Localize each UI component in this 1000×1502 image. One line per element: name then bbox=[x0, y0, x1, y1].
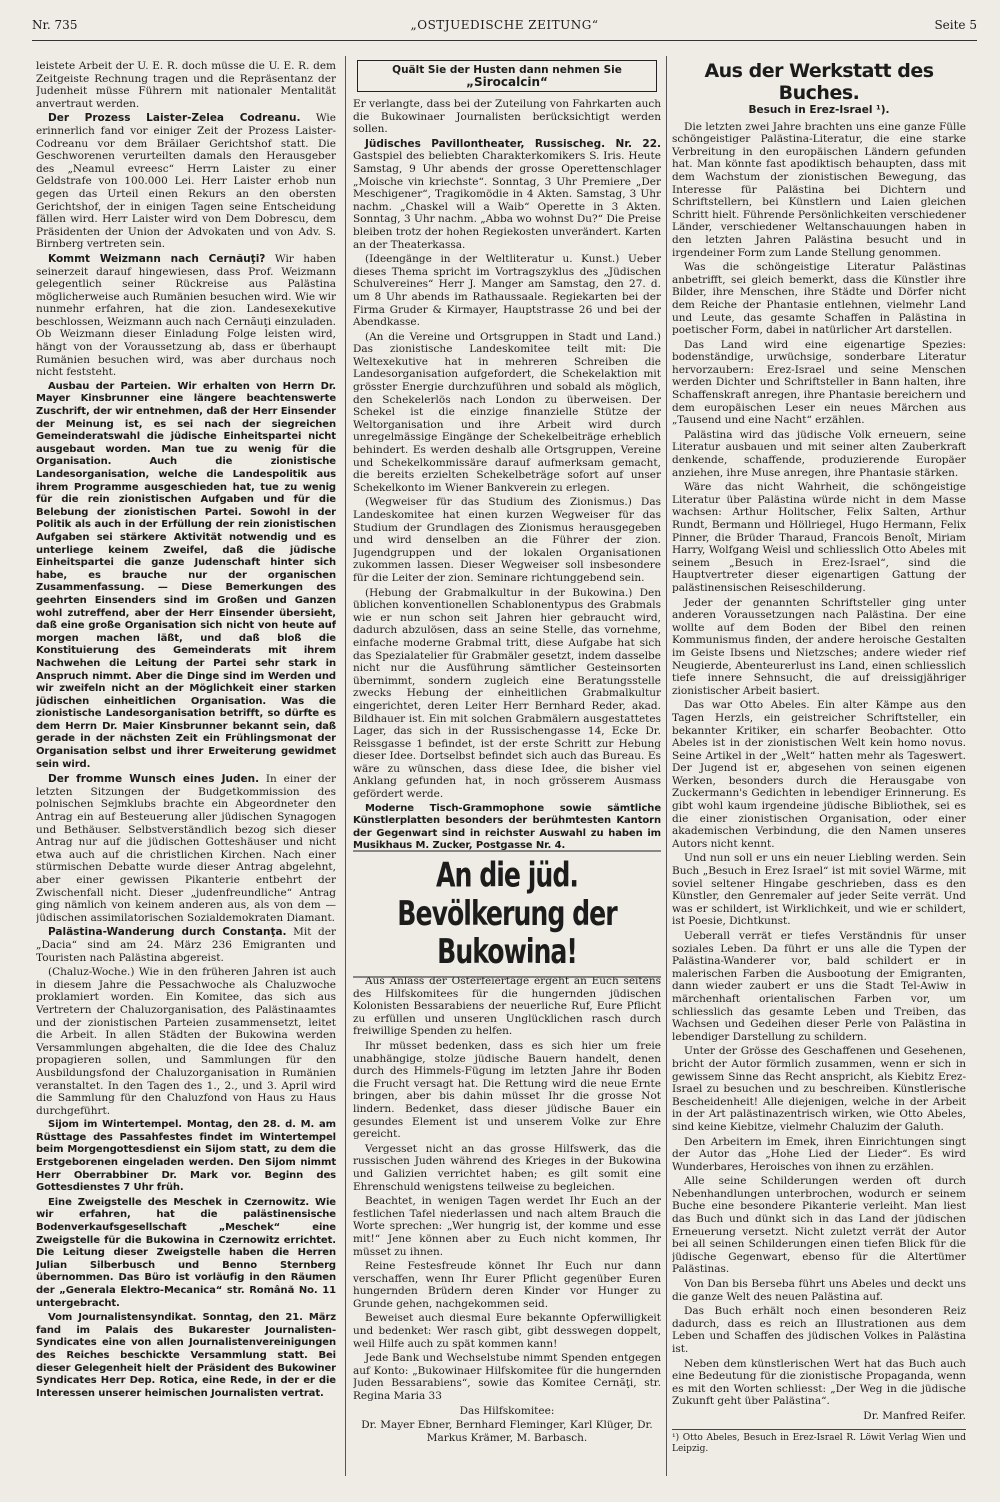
article-headline: Jüdisches Pavillontheater, Russischeg. Nr. 22. bbox=[365, 137, 661, 150]
appeal-paragraph: Ihr müsset bedenken, dass es sich hier um freie unabhängige, stolze jüdische Bauern handelt, denen durch des Himmels-Fügung im letzten Jahre ihr Boden die Frucht versagt hat. Die Rettung wird die neue Ernte bringen, aber bis dahin müsset Ihr die grosse Not lindern. Bedenket, dass dieser jüdische Bauer ein gesundes Element ist und unserem Volke zur Ehre gereicht. bbox=[353, 1040, 661, 1141]
article-headline: Sijom im Wintertempel. bbox=[48, 1119, 183, 1131]
article-headline: Vom Journalistensyndikat. bbox=[48, 1312, 197, 1324]
appeal-paragraph: Vergesset nicht an das grosse Hilfswerk, das die russischen Juden während des Krieges in der Bukowina und Galizien verrichtet haben; es gilt somit eine Ehrenschuld wenigstens teilweise zu begleichen. bbox=[353, 1142, 661, 1193]
article-text: Wir haben seinerzeit darauf hingewiesen, dass Prof. Weizmann gelegentlich seiner Rückreise aus Palästina möglicherweise auch Rumänien besuchen wird. Wie wir nunmehr erfahren, hat die zion. Landesexekutive beschlossen, Weizmann auch nach Cernăuţi einzuladen. Ob Weizmann dieser Einladung Folge leisten wird, hängt von der Voraussetzung ab, dass er überhaupt Rumänien besuchen wird, was aber durchaus noch nicht feststeht. bbox=[36, 252, 336, 379]
feature-paragraph: Die letzten zwei Jahre brachten uns eine ganze Fülle schöngeistiger Palästina-Literatur, die eine starke Verbreitung in den europäischen Ländern gefunden hat. Man könnte fast apodiktisch behaupten, dass mit dem Wachstum der zionistischen Bewegung, das Interesse für Palästina bei Dichtern und Schriftstellern, bei Künstlern und Laien gleichen Schritt hielt. Führende Persönlichkeiten verschiedener Länder, verschiedener Weltanschauungen haben in den letzten Jahren Palästina besucht und in irgendeiner Form zum Lande Stellung genommen. bbox=[672, 120, 966, 259]
article-text: (Chaluz-Woche.) Wie in den früheren Jahren ist auch in diesem Jahre die Pessachwoche als Chaluzwoche proklamiert worden. Ein Komitee, das sich aus Vertretern der Chaluzorganisation, des Palästinaamtes und der zionistischen Parteien zusammensetzt, leitet die Arbeit. In allen Städten der Bukowina werden Versammlungen abgehalten, die die Idee des Chaluz propagieren sollen, und Sammlungen für den Ausbildungsfond der Chaluzorganisation in Rumänien veranstaltet. In den Tagen des 1., 2., und 3. April wird die Sammlung für den Chaluzfond von Haus zu Haus durchgeführt. bbox=[36, 966, 336, 1117]
column-middle bbox=[353, 60, 661, 1480]
appeal-paragraph: Reine Festesfreude könnet Ihr Euch nur dann verschaffen, wenn Ihr Eurer Pflicht gegenüber Euren hungernden Brüdern deren Kinder vor Hunger zu Grunde gehen, nachgekommen seid. bbox=[353, 1260, 661, 1310]
column-divider bbox=[345, 56, 346, 1476]
article bbox=[36, 773, 336, 924]
footnote: ¹) Otto Abeles, Besuch in Erez-Israel R. Löwit Verlag Wien und Leipzig. bbox=[672, 1429, 966, 1455]
column-divider bbox=[666, 56, 667, 1476]
article bbox=[353, 138, 661, 251]
article-headline: Der Prozess Laister-Zelea Codreanu. bbox=[48, 112, 301, 125]
ad-product-name: „Sirocalcin“ bbox=[466, 75, 548, 89]
feature-paragraph: Palästina wird das jüdische Volk erneuern, seine Literatur ausbauen und mit seiner alten Zauberkraft denkende, schaffende, produzierende Europäer anziehen, ihre Muse anregen, ihre Phantasie stärken. bbox=[672, 428, 966, 479]
article bbox=[36, 1119, 336, 1195]
article bbox=[36, 112, 336, 251]
feature-paragraph: Alle seine Schilderungen werden oft durch Nebenhandlungen unterbrochen, wodurch er seinem Buche eine besondere Pikanterie verleiht. Man liest das Buch und dünkt sich in das Land der jüdischen Erneuerung versetzt. Nicht zuletzt verrät der Autor bei all seinen Schilderungen einen tiefen Blick für die jüdische Gegenwart, ebenso für die Altertümer Palästinas. bbox=[672, 1175, 966, 1276]
appeal-signatories: Dr. Mayer Ebner, Bernhard Fleminger, Karl Klüger, Dr. Markus Krämer, M. Barbasch. bbox=[361, 1419, 653, 1444]
article-text: Er verlangte, dass bei der Zuteilung von Fahrkarten auch die Bukowinaer Journalisten berücksichtigt werden sollen. bbox=[353, 98, 661, 136]
column-right bbox=[672, 60, 966, 1480]
author-signature: Dr. Manfred Reifer. bbox=[863, 1409, 966, 1422]
page-number: Seite 5 bbox=[934, 18, 977, 32]
article bbox=[36, 1197, 336, 1310]
article-text: Wie erinnerlich fand vor einiger Zeit der Prozess Laister-Codreanu vor dem Brăilaer Gerichtshof statt. Die Geschworenen verurteilten damals den Herausgeber des „Neamul evreesc“ Herrn Laister zu einer Geldstrafe von 100.000 Lei. Herr Laister erhob nun gegen das Urteil einen Rekurs an den obersten Gerichtshof, der in einigen Tagen seine Entscheidung fällen wird. Herr Laister wird von Dem Dobrescu, dem Präsidenten der Union der Advokaten und von Adv. S. Birnberg vertreten sein. bbox=[36, 112, 336, 251]
feature-paragraph: Jeder der genannten Schriftsteller ging unter anderen Voraussetzungen nach Palästina. Der eine wollte auf dem Boden der Bibel den reinen Kommunismus finden, der andere heroische Gestalten im Geiste Ibsens und Nietzsches; andere wieder rief Neugierde, Abenteurerlust ins Land, einen schliesslich tiefe innere Sehnsucht, die auf dreissigjähriger zionistischer Arbeit basiert. bbox=[672, 596, 966, 697]
feature-paragraph: Wäre das nicht Wahrheit, die schöngeistige Literatur über Palästina würde nicht in dem Masse wachsen: Arthur Holitscher, Felix Salten, Arthur Rundt, Bermann und Höllriegel, Hugo Hermann, Felix Pinner, die Brüder Tharaud, Francois Benoît, Miriam Harry, Wolfgang Weisl und schliesslich Otto Abeles mit seinem „Besuch in Erez-Israel“, sind die Hauptvertreter dieser eigenartigen Gattung der palästinensischen Reiseschilderung. bbox=[672, 481, 966, 594]
appeal-paragraph: Jede Bank und Wechselstube nimmt Spenden entgegen auf Konto: „Bukowinaer Hilfskomitee für die hungernden Juden Bessarabiens“, sowie das Komitee Cernăţi, str. Regina Maria 33 bbox=[353, 1352, 661, 1403]
feature-paragraph: Von Dan bis Berseba führt uns Abeles und deckt uns die ganze Welt des neuen Palästina auf. bbox=[672, 1278, 966, 1303]
grammophone-advertisement: Moderne Tisch-Grammophone sowie sämtliche Künstlerplatten besonders der berühmtesten Kantorn der Gegenwart sind in reichster Auswahl zu haben im Musikhaus M. Zucker, Postgasse Nr. 4. bbox=[353, 802, 661, 852]
feature-paragraph: Und nun soll er uns ein neuer Liebling werden. Sein Buch „Besuch in Erez Israel“ ist mit soviel Wärme, mit soviel seltener Hingabe geschrieben, dass es den Künstler, den Genremaler auf jeder Seite verrät. Und was er schildert, ist Wirklichkeit, und wie er schildert, ist Poesie, Dichtkunst. bbox=[672, 852, 966, 928]
feature-subtitle: Besuch in Erez-Israel ¹). bbox=[748, 104, 890, 116]
feature-paragraph: Das Buch erhält noch einen besonderen Reiz dadurch, dass es reich an Illustrationen aus dem Leben und Schaffen des jüdischen Volkes in Palästina ist. bbox=[672, 1305, 966, 1355]
article-text: Sonntag, den 21. März fand im Palais des Bukarester Journalisten-Syndicates eine von allen Journalistenvereinigungen des Reiches beschickte Versammlung statt. Bei dieser Gelegenheit hielt der Präsident des Bukowiner Syndicates Herr Dep. Rotica, eine Rede, in der er die Interessen unserer heimischen Journalisten vertrat. bbox=[36, 1312, 336, 1399]
article bbox=[36, 253, 336, 379]
feature-paragraph: Das Land wird eine eigenartige Spezies: bodenständige, urwüchsige, sonderbare Literatur hervorzaubern: Erez-Israel und seine Menschen werden Dichter und Schriftsteller in Bann halten, ihre Schaffenskraft anregen, ihre Phantasie bereichern und dem europäischen Leser ein neues Märchen aus „Tausend und eine Nacht“ erzählen. bbox=[672, 338, 966, 427]
column-left bbox=[36, 60, 336, 1480]
article-headline: Kommt Weizmann nach Cernăuţi? bbox=[48, 252, 266, 265]
article-text: Montag, den 28. d. M. am Rüsttage des Passahfestes findet im Wintertempel beim Morgengottesdienst ein Sijom statt, zu dem die Erstgeborenen eingeladen werden. Den Sijom nimmt Herr Oberrabbiner Dr. Mark vor. Beginn des Gottesdienstes 7 Uhr früh. bbox=[36, 1119, 336, 1194]
article bbox=[36, 1312, 336, 1400]
feature-paragraph: Ueberall verrät er tiefes Verständnis für unser soziales Leben. Da führt er uns alle die Typen der Palästina-Wanderer vor, bald schildert er in malerischen Farben die Ausbootung der Emigranten, dann wieder zaubert er uns die Stadt Tel-Awiw in märchenhaft orientalischen Farben vor, um schliesslich das gesamte Leben und Treiben, das Wachsen und Gedeihen dieser Perle von Palästina in lebendiger Darstellung zu schildern. bbox=[672, 930, 966, 1043]
article-text: (Ideengänge in der Weltliteratur u. Kunst.) Ueber dieses Thema spricht im Vortragszyklus des „Jüdischen Schulvereines“ Herr J. Manger am Samstag, den 27. d. um 8 Uhr abends im Rathaussaale. Regiekarten bei der Firma Gruder & Kirmayer, Hauptstrasse 26 und bei der Abendkasse. bbox=[353, 253, 661, 329]
article-text: In einer der letzten Sitzungen der Budgetkommission des polnischen Sejmklubs brachte ein Abgeordneter den Antrag ein auf Besteuerung aller jüdischen Synagogen und Bethäuser. Selbstverständlich bezog sich dieser Antrag nur auf die jüdischen Gotteshäuser und nicht etwa auch auf die christlichen Kirchen. Nach einer stürmischen Debatte wurde dieser Antrag abgelehnt, aber einer gewissen Pikanterie entbehrt der Zwischenfall nicht. Dieser „judenfreundliche“ Antrag ging nämlich von keinem anderen aus, als von dem — jüdischen assimilatorischen Sozialdemokraten Diamant. bbox=[36, 773, 336, 924]
article-headline: Palästina-Wanderung durch Constanţa. bbox=[48, 926, 287, 939]
article-text: Gastspiel des beliebten Charakterkomikers S. Iris. Heute Samstag, 9 Uhr abends der grosse Operettenschlager „Moische vin kriechste“. Sonntag, 3 Uhr Premiere „Der Meschigener“, Tragikomödie in 4 Akten. Samstag, 3 Uhr nachm. „Chaskel will a Waib“ Operette in 3 Akten. Sonntag, 3 Uhr nachm. „Abba wo wohnst Du?“ Die Preise bleiben trotz der hohen Regiekosten unverändert. Karten an der Theaterkassa. bbox=[353, 150, 661, 251]
appeal-headline: An die jüd. Bevölkerung der Bukowina! bbox=[353, 850, 661, 977]
appeal-paragraph: Beachtet, in wenigen Tagen werdet Ihr Euch an der festlichen Tafel niederlassen und nach altem Brauch die Worte sprechen: „Wer hungrig ist, der komme und esse mit!“ Jene können aber zu Euch nicht kommen, Ihr müsset zu ihnen. bbox=[353, 1195, 661, 1258]
feature-paragraph: Was die schöngeistige Literatur Palästinas anbetrifft, sei gleich bemerkt, dass die Künstler ihre Bilder, ihre Menschen, ihre Städte und Dörfer nicht dem Reiche der Phantasie entlehnen, vielmehr Land und Leute, das gesamte Schaffen in Palästina in poetischer Form, dabei in natürlicher Art darstellen. bbox=[672, 261, 966, 337]
feature-paragraph: Den Arbeitern im Emek, ihren Einrichtungen singt der Autor das „Hohe Lied der Lieder“. Es wird Wunderbares, Heroisches von ihnen zu erzählen. bbox=[672, 1135, 966, 1173]
article-text: Mit der „Dacia“ sind am 24. März 236 Emigranten und Touristen nach Palästina abgereist. bbox=[36, 926, 336, 964]
appeal-signature-heading: Das Hilfskomitee: bbox=[459, 1404, 555, 1417]
feature-paragraph: Das war Otto Abeles. Ein alter Kämpe aus den Tagen Herzls, ein geistreicher Schriftsteller, ein bekannter Kritiker, ein scharfer Beobachter. Otto Abeles ist in der zionistischen Welt kein homo novus. Seine Artikel in der „Welt“ hatten mehr als Tageswert. Der Jugend ist er, abgesehen von seinen eigenen Werken, besonders durch die Herausgabe von Zuckermann's Gedichten in lebendiger Erinnerung. Es gibt wohl kaum irgendeine jüdische Bibliothek, sei es die einer zionistischen Organisation, oder einer akademischen Verbindung, die den Namen unseres Autors nicht kennt. bbox=[672, 699, 966, 850]
feature-paragraph: Unter der Grösse des Geschaffenen und Gesehenen, bricht der Autor förmlich zusammen, wenn er sich in gewissem Sinne das Recht anspricht, als Kiebitz Erez-Israel zu besuchen und zu beschreiben. Künstlerische Bescheidenheit! Alle diejenigen, welche in der Arbeit in der Art palästinazentrisch wirken, wie Otto Abeles, sind keine Kiebitze, vielmehr Chaluzim der Galuth. bbox=[672, 1045, 966, 1133]
article-text: (Wegweiser für das Studium des Zionismus.) Das Landeskomitee hat einen kurzen Wegweiser für das Studium der Grundlagen des Zionismus herausgegeben und wird denselben an die Führer der zion. Jugendgruppen und der lokalen Organisationen zukommen lassen. Dieser Wegweiser soll insbesondere für die Leiter der zion. Seminare richtunggebend sein. bbox=[353, 496, 661, 584]
article-text: leistete Arbeit der U. E. R. doch müsse die U. E. R. dem Zeitgeiste Rechnung tragen und die Repräsentanz der Judenheit müsse Führern mit nationaler Mentalität anvertraut werden. bbox=[36, 60, 336, 110]
article-text: Wir erhalten von Herrn Dr. Mayer Kinsbrunner eine längere beachtenswerte Zuschrift, der wir entnehmen, daß der Herr Einsender der Meinung ist, es sei nach der siegreichen Gemeinderatswahl die jüdische Einheitspartei nicht ausgebaut worden. Man tue zu wenig für die Organisation. Auch die zionistische Landesorganisation, welche die Landespolitik aus ihrem Programme ausgeschieden hat, tue zu wenig für die rein zionistischen Aufgaben und für die Belebung der zionistischen Partei. Sowohl in der Politik als auch in der Erfüllung der rein zionistischen Aufgaben sei stärkere Aktivität notwendig und es unterliege keinem Zweifel, daß die jüdische Einheitspartei die ganze Judenschaft hinter sich habe, es brauche nur der organischen Zusammenfassung. — Diese Bemerkungen des geehrten Einsenders sind im Großen und Ganzen wohl zutreffend, aber der Herr Einsender übersieht, daß eine große Organisation sich nicht von heute auf morgen machen läßt, und daß bloß die Konstituierung des Gemeinderats mit ihrem Nachwehen die Leitung der Partei sehr stark in Anspruch nimmt. Aber die Dinge sind im Werden und wir zweifeln nicht an der Möglichkeit einer starken jüdischen einheitlichen Organisation. Was die zionistische Landesorganisation betrifft, so dürfte es dem Herrn Dr. Maier Kinsbrunner bekannt sein, daß gerade in der nächsten Zeit ein Frühlingsmonat der Organisation selbst und ihrer Erweiterung gewidmet sein wird. bbox=[36, 380, 336, 770]
newspaper-name: „OSTJUEDISCHE ZEITUNG“ bbox=[410, 18, 599, 32]
article-text: Wie wir erfahren, hat die palästinensische Bodenverkaufsgesellschaft „Meschek“ eine Zweigstelle für die Bukowina in Czernowitz errichtet. Die Leitung dieser Zweigstelle haben die Herren Julian Silberbusch und Benno Sternberg übernommen. Das Büro ist vorläufig in den Räumen der „Generala Elektro-Mecanica“ str. Română No. 11 untergebracht. bbox=[36, 1196, 336, 1309]
article-text: (An die Vereine und Ortsgruppen in Stadt und Land.) Das zionistische Landeskomitee teilt mit: Die Weltexekutive hat in mehreren Schreiben die Landesorganisation aufgefordert, die Schekelaktion mit grösster Energie durchzuführen und sobald als möglich, den Schekelerlös nach London zu überweisen. Der Schekel ist die einzige finanzielle Stütze der Weltorganisation und ihre Arbeit wird durch unregelmässige Eingänge der Schekelbeiträge erheblich behindert. Es werden deshalb alle Ortsgruppen, Vereine und Schekelkommissäre darauf aufmerksam gemacht, die bereits erzielten Schekelbeträge sofort auf unser Schekelkonto im Wiener Bankverein zu erlegen. bbox=[353, 330, 661, 494]
article bbox=[36, 926, 336, 964]
article bbox=[36, 381, 336, 771]
article-headline: Ausbau der Parteien. bbox=[48, 380, 172, 392]
article-headline: Der fromme Wunsch eines Juden. bbox=[48, 773, 260, 786]
appeal-paragraph: Beweiset auch diesmal Eure bekannte Opferwilligkeit und bedenket: Wer rasch gibt, gibt desswegen doppelt, weil Hilfe auch zu spät kommen kann! bbox=[353, 1312, 661, 1350]
issue-number: Nr. 735 bbox=[32, 18, 78, 32]
page-header bbox=[32, 14, 977, 41]
appeal-paragraph: Aus Anlass der Osterfeiertage ergeht an Euch seitens des Hilfskomitees für die hungernden jüdischen Kolonisten Bessarabiens der neuerliche Ruf, Eure Pflicht zu erfüllen und unseren Unglücklichen rasch durch freiwillige Spenden zu helfen. bbox=[353, 975, 661, 1038]
sirocalcin-advertisement bbox=[357, 60, 657, 92]
article-text: (Hebung der Grabmalkultur in der Bukowina.) Den üblichen konventionellen Schablonentypus des Grabmals wie er nun schon seit Jahren hier gebraucht wird, dadurch abzulösen, dass an seine Stelle, das vornehme, einfache moderne Grabmal tritt, diese Aufgabe hat sich das Spezialatelier für Grabmäler gesetzt, indem dasselbe nicht nur die Ausführung sämtlicher Gesteinsorten übernimmt, sondern zugleich eine Beratungsstelle zwecks Hebung der einheitlichen Grabmalkultur eingerichtet, deren Leiter Herr Bernhard Reder, akad. Bildhauer ist. Ein mit solchen Grabmälern ausgestattetes Lager, das sich in der Russischengasse 14, Ecke Dr. Reissgasse 1 befindet, ist der erste Schritt zur Hebung dieser Idee. Dortselbst befindet sich auch das Bureau. Es wäre zu wünschen, dass diese Idee, die bisher viel Anklang gefunden hat, in noch grösserem Ausmass gefördert werde. bbox=[353, 586, 661, 801]
feature-title: Aus der Werkstatt des Buches. bbox=[704, 60, 934, 104]
appeal-text bbox=[353, 975, 661, 1444]
ad-line: Quält Sie der Husten dann nehmen Sie bbox=[392, 64, 622, 76]
feature-paragraph: Neben dem künstlerischen Wert hat das Buch auch eine Bedeutung für die zionistische Propaganda, wenn es mit den Worten schliesst: „Der Weg in die jüdische Zukunft geht über Palästina“. bbox=[672, 1357, 966, 1408]
article-headline: Eine Zweigstelle des Meschek in Czernowitz. bbox=[48, 1196, 310, 1208]
